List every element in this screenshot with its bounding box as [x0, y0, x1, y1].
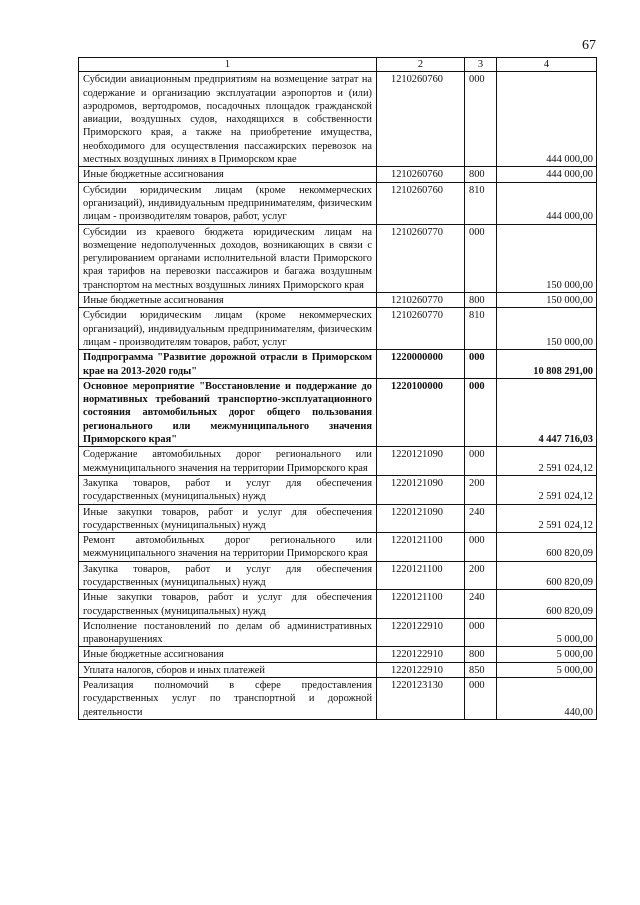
table-row [79, 447, 597, 476]
row-code-cell: 1220000000 [377, 350, 465, 379]
row-name-cell: Иные закупки товаров, работ и услуг для обеспечения государственных (муниципальных) нужд [79, 504, 377, 533]
column-number: 4 [497, 58, 597, 72]
row-code-cell: 1220121090 [377, 447, 465, 476]
column-number: 1 [79, 58, 377, 72]
row-amount-cell: 5 000,00 [497, 647, 597, 662]
row-amount-cell: 5 000,00 [497, 662, 597, 677]
row-amount-cell: 600 820,09 [497, 590, 597, 619]
table-row [79, 293, 597, 308]
row-type-cell: 240 [465, 590, 497, 619]
row-name-cell: Иные бюджетные ассигнования [79, 647, 377, 662]
row-name-cell: Закупка товаров, работ и услуг для обеспечения государственных (муниципальных) нужд [79, 561, 377, 590]
row-name-cell: Иные бюджетные ассигнования [79, 293, 377, 308]
row-type-cell: 000 [465, 72, 497, 167]
row-name-cell: Иные закупки товаров, работ и услуг для обеспечения государственных (муниципальных) нужд [79, 590, 377, 619]
row-type-cell: 800 [465, 167, 497, 182]
table-row [79, 678, 597, 720]
row-amount-cell: 150 000,00 [497, 224, 597, 292]
row-code-cell: 1220123130 [377, 678, 465, 720]
row-amount-cell: 444 000,00 [497, 182, 597, 224]
column-number: 2 [377, 58, 465, 72]
row-type-cell: 200 [465, 475, 497, 504]
row-amount-cell: 600 820,09 [497, 533, 597, 562]
table-row [79, 224, 597, 292]
row-name-cell: Реализация полномочий в сфере предоставления государственных услуг по транспортной и дорожной деятельности [79, 678, 377, 720]
table-row [79, 378, 597, 446]
row-type-cell: 000 [465, 224, 497, 292]
budget-table-body [79, 58, 597, 720]
row-name-cell: Субсидии из краевого бюджета юридическим лицам на возмещение недополученных доходов, возникающих в связи с регулированием органами исполнительной власти Приморского края тарифов на перевозки пассажиров и багажа воздушным транспортом на местных воздушных линиях Приморского края [79, 224, 377, 292]
row-code-cell: 1220122910 [377, 647, 465, 662]
row-amount-cell: 2 591 024,12 [497, 447, 597, 476]
table-row [79, 167, 597, 182]
row-type-cell: 810 [465, 182, 497, 224]
row-type-cell: 000 [465, 618, 497, 647]
row-type-cell: 000 [465, 447, 497, 476]
row-type-cell: 200 [465, 561, 497, 590]
row-amount-cell: 2 591 024,12 [497, 504, 597, 533]
row-code-cell: 1220121090 [377, 504, 465, 533]
row-type-cell: 800 [465, 647, 497, 662]
table-row [79, 662, 597, 677]
row-code-cell: 1220121100 [377, 533, 465, 562]
row-type-cell: 000 [465, 533, 497, 562]
row-name-cell: Субсидии юридическим лицам (кроме некоммерческих организаций), индивидуальным предпринимателям, физическим лицам - производителям товаров, работ, услуг [79, 182, 377, 224]
table-row [79, 475, 597, 504]
row-code-cell: 1210260760 [377, 167, 465, 182]
row-amount-cell: 440,00 [497, 678, 597, 720]
row-code-cell: 1210260770 [377, 308, 465, 350]
row-type-cell: 000 [465, 378, 497, 446]
row-type-cell: 850 [465, 662, 497, 677]
row-amount-cell: 444 000,00 [497, 72, 597, 167]
table-row [79, 590, 597, 619]
row-type-cell: 800 [465, 293, 497, 308]
row-name-cell: Иные бюджетные ассигнования [79, 167, 377, 182]
column-number-row [79, 58, 597, 72]
table-row [79, 618, 597, 647]
row-amount-cell: 600 820,09 [497, 561, 597, 590]
row-code-cell: 1220122910 [377, 618, 465, 647]
row-code-cell: 1220100000 [377, 378, 465, 446]
row-type-cell: 000 [465, 350, 497, 379]
column-number: 3 [465, 58, 497, 72]
row-code-cell: 1210260770 [377, 224, 465, 292]
row-type-cell: 810 [465, 308, 497, 350]
row-code-cell: 1210260770 [377, 293, 465, 308]
table-row [79, 308, 597, 350]
table-row [79, 182, 597, 224]
row-code-cell: 1220121100 [377, 590, 465, 619]
row-name-cell: Ремонт автомобильных дорог регионального или межмуниципального значения на территории Приморского края [79, 533, 377, 562]
row-name-cell: Субсидии юридическим лицам (кроме некоммерческих организаций), индивидуальным предпринимателям, физическим лицам - производителям товаров, работ, услуг [79, 308, 377, 350]
row-name-cell: Основное мероприятие "Восстановление и поддержание до нормативных требований транспортно-эксплуатационного состояния автомобильных дорог общего пользования регионального или межмуниципального значения Приморского края" [79, 378, 377, 446]
table-row [79, 504, 597, 533]
row-type-cell: 240 [465, 504, 497, 533]
budget-table [78, 57, 597, 720]
row-amount-cell: 2 591 024,12 [497, 475, 597, 504]
page-number: 67 [582, 38, 596, 53]
table-row [79, 561, 597, 590]
table-row [79, 533, 597, 562]
row-code-cell: 1210260760 [377, 182, 465, 224]
row-amount-cell: 444 000,00 [497, 167, 597, 182]
row-name-cell: Исполнение постановлений по делам об административных правонарушениях [79, 618, 377, 647]
row-amount-cell: 10 808 291,00 [497, 350, 597, 379]
row-amount-cell: 4 447 716,03 [497, 378, 597, 446]
row-name-cell: Уплата налогов, сборов и иных платежей [79, 662, 377, 677]
row-amount-cell: 150 000,00 [497, 293, 597, 308]
row-amount-cell: 150 000,00 [497, 308, 597, 350]
row-amount-cell: 5 000,00 [497, 618, 597, 647]
row-code-cell: 1210260760 [377, 72, 465, 167]
row-code-cell: 1220121100 [377, 561, 465, 590]
row-type-cell: 000 [465, 678, 497, 720]
table-row [79, 647, 597, 662]
row-code-cell: 1220121090 [377, 475, 465, 504]
row-name-cell: Закупка товаров, работ и услуг для обеспечения государственных (муниципальных) нужд [79, 475, 377, 504]
row-name-cell: Содержание автомобильных дорог регионального или межмуниципального значения на территории Приморского края [79, 447, 377, 476]
row-name-cell: Подпрограмма "Развитие дорожной отрасли в Приморском крае на 2013-2020 годы" [79, 350, 377, 379]
row-name-cell: Субсидии авиационным предприятиям на возмещение затрат на содержание и организацию эксплуатации аэропортов и (или) аэродромов, вертодромов, посадочных площадок гражданской авиации, воздушных судов, находящихся в собственности Приморского края, а также на приобретение имущества, необходимого для осуществления пассажирских перевозок на местных воздушных линиях в Приморском крае [79, 72, 377, 167]
table-row [79, 72, 597, 167]
table-row [79, 350, 597, 379]
row-code-cell: 1220122910 [377, 662, 465, 677]
